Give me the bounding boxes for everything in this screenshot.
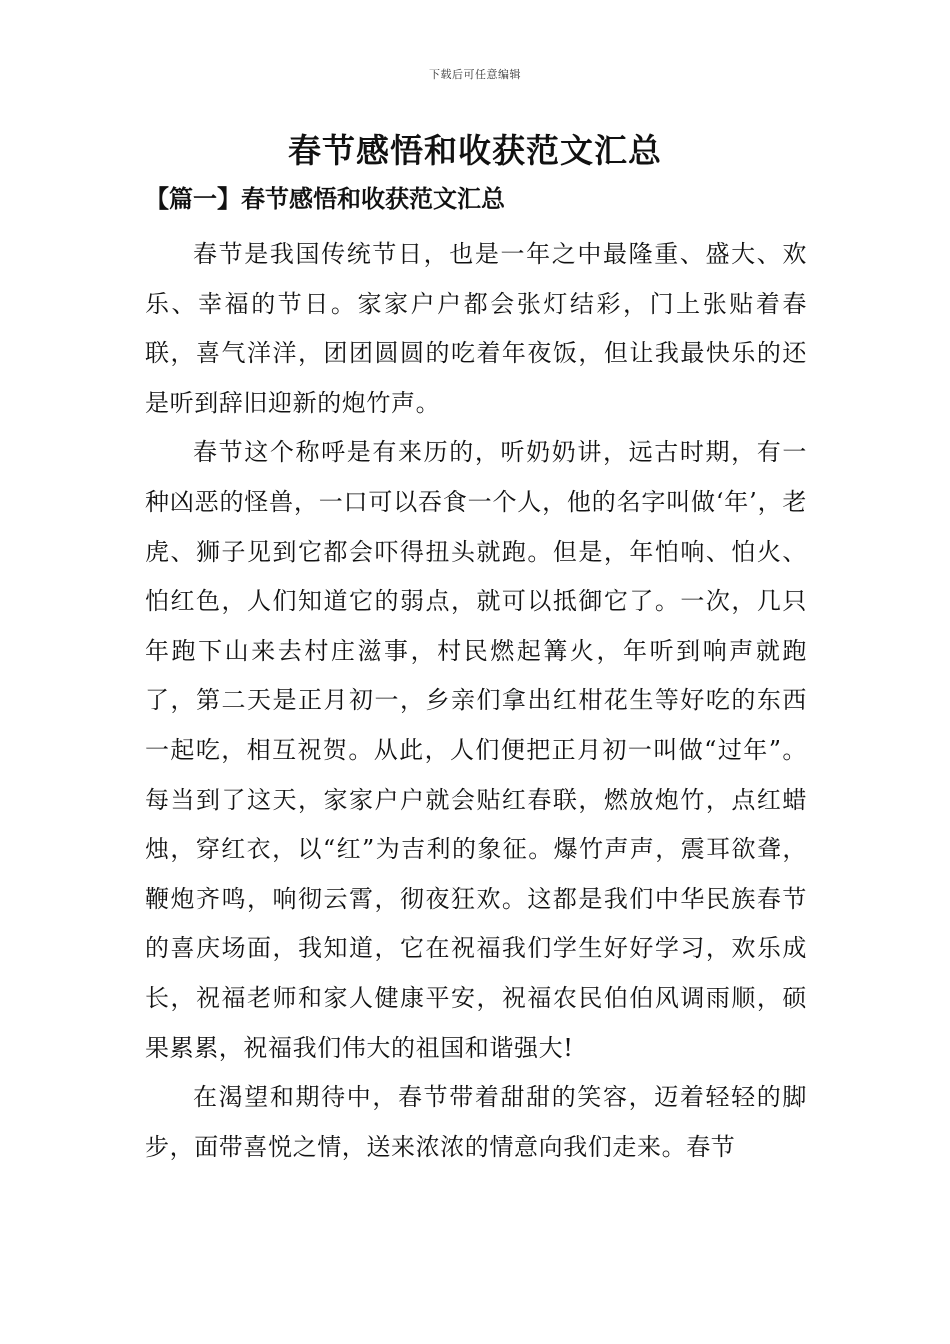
paragraph-2: 春节这个称呼是有来历的，听奶奶讲，远古时期，有一种凶恶的怪兽，一口可以吞食一个人，他的名字叫做‘年’，老虎、狮子见到它都会吓得扭头就跑。但是，年怕响、怕火、怕红色，人们知道它的弱点，就可以抵御它了。一次，几只年跑下山来去村庄滋事，村民燃起篝火，年听到响声就跑了，第二天是正月初一，乡亲们拿出红柑花生等好吃的东西一起吃，相互祝贺。从此，人们便把正月初一叫做“过年”。每当到了这天，家家户户就会贴红春联，燃放炮竹，点红蜡烛，穿红衣，以“红”为吉利的象征。爆竹声声，震耳欲聋，鞭炮齐鸣，响彻云霄，彻夜狂欢。这都是我们中华民族春节的喜庆场面，我知道，它在祝福我们学生好好学习，欢乐成长，祝福老师和家人健康平安，祝福农民伯伯风调雨顺，硕果累累，祝福我们伟大的祖国和谐强大! <box>145 438 807 1062</box>
section-heading: 【篇一】春节感悟和收获范文汇总 <box>145 184 505 213</box>
paragraph-3: 在渴望和期待中，春节带着甜甜的笑容，迈着轻轻的脚步，面带喜悦之情，送来浓浓的情意向我们走来。春节 <box>145 1083 807 1161</box>
header-note: 下载后可任意编辑 <box>429 68 521 81</box>
body-text <box>145 230 807 1172</box>
document-title: 春节感悟和收获范文汇总 <box>288 131 662 170</box>
paragraph-1: 春节是我国传统节日，也是一年之中最隆重、盛大、欢乐、幸福的节日。家家户户都会张灯结彩，门上张贴着春联，喜气洋洋，团团圆圆的吃着年夜饭，但让我最快乐的还是听到辞旧迎新的炮竹声。 <box>145 240 807 417</box>
